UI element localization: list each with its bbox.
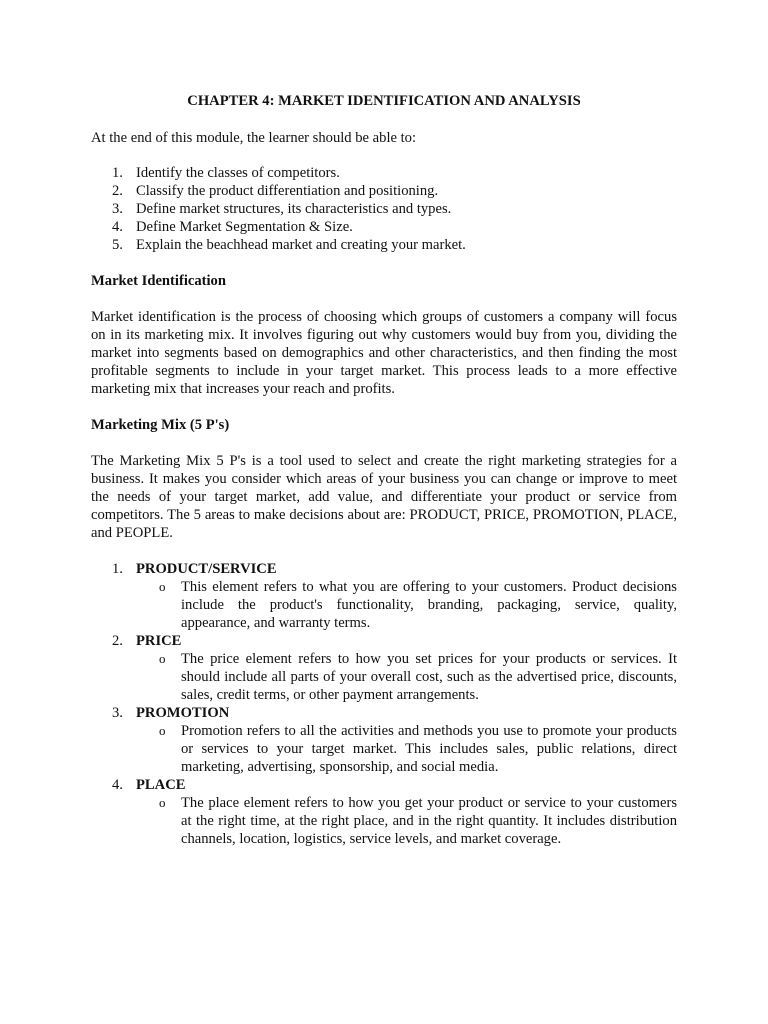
- bullet-icon: o: [159, 579, 166, 594]
- market-identification-heading: Market Identification: [91, 273, 226, 289]
- marketing-mix-list: [91, 560, 677, 848]
- list-number: 5.: [112, 237, 123, 253]
- list-item: [91, 200, 677, 218]
- mix-item-description: [136, 650, 677, 704]
- description-text: The place element refers to how you get your product or service to your customers at the right time, at the right place, and in the right quantity. It includes distribution channels, location, logistics, service levels, and market coverage.: [181, 795, 677, 847]
- list-item: [91, 218, 677, 236]
- list-item: [91, 632, 677, 704]
- mix-item-description: [136, 578, 677, 632]
- list-number: 1.: [112, 165, 123, 181]
- mix-item-description: [136, 722, 677, 776]
- market-identification-paragraph: Market identification is the process of choosing which groups of customers a company will focus on in its marketing mix. It involves figuring out why customers would buy from you, dividing the market into segments based on demographics and other characteristics, and then finding the most profitable segments to include in your target market. This process leads to a more effective marketing mix that increases your reach and profits.: [91, 309, 677, 397]
- list-number: 3.: [112, 201, 123, 217]
- mix-item-title: PROMOTION: [136, 705, 230, 721]
- intro-text: At the end of this module, the learner should be able to:: [91, 130, 417, 146]
- list-item: [91, 776, 677, 848]
- list-item: [91, 182, 677, 200]
- marketing-mix-heading: Marketing Mix (5 P's): [91, 417, 230, 433]
- mix-item-title: PRODUCT/SERVICE: [136, 561, 277, 577]
- objectives-list: [91, 164, 677, 254]
- list-item: [91, 560, 677, 632]
- chapter-title: CHAPTER 4: MARKET IDENTIFICATION AND ANALYSIS: [187, 93, 581, 109]
- mix-item-title: PRICE: [136, 633, 182, 649]
- objective-text: Define Market Segmentation & Size.: [136, 219, 353, 235]
- objective-text: Classify the product differentiation and positioning.: [136, 183, 439, 199]
- list-number: 1.: [112, 561, 123, 577]
- bullet-icon: o: [159, 795, 166, 810]
- list-number: 2.: [112, 633, 123, 649]
- objective-text: Identify the classes of competitors.: [136, 165, 340, 181]
- list-number: 2.: [112, 183, 123, 199]
- list-item: [91, 236, 677, 254]
- mix-item-description: [136, 794, 677, 848]
- list-item: [91, 164, 677, 182]
- list-number: 4.: [112, 219, 123, 235]
- bullet-icon: o: [159, 723, 166, 738]
- list-item: [91, 704, 677, 776]
- marketing-mix-paragraph: The Marketing Mix 5 P's is a tool used to select and create the right marketing strategies for a business. It makes you consider which areas of your business you can change or improve to meet the needs of your target market, add value, and differentiate your product or service from competitors. The 5 areas to make decisions about are: PRODUCT, PRICE, PROMOTION, PLACE, and PEOPLE.: [91, 453, 677, 541]
- mix-item-title: PLACE: [136, 777, 186, 793]
- list-number: 3.: [112, 705, 123, 721]
- description-text: The price element refers to how you set prices for your products or services. It should include all parts of your overall cost, such as the advertised price, discounts, sales, credit terms, or other payment arrangements.: [181, 651, 677, 703]
- bullet-icon: o: [159, 651, 166, 666]
- objective-text: Explain the beachhead market and creating your market.: [136, 237, 466, 253]
- objective-text: Define market structures, its characteristics and types.: [136, 201, 452, 217]
- description-text: This element refers to what you are offering to your customers. Product decisions include the product's functionality, branding, packaging, service, quality, appearance, and warranty terms.: [181, 579, 677, 631]
- list-number: 4.: [112, 777, 123, 793]
- description-text: Promotion refers to all the activities and methods you use to promote your products or services to your target market. This includes sales, public relations, direct marketing, advertising, sponsorship, and social media.: [181, 723, 677, 775]
